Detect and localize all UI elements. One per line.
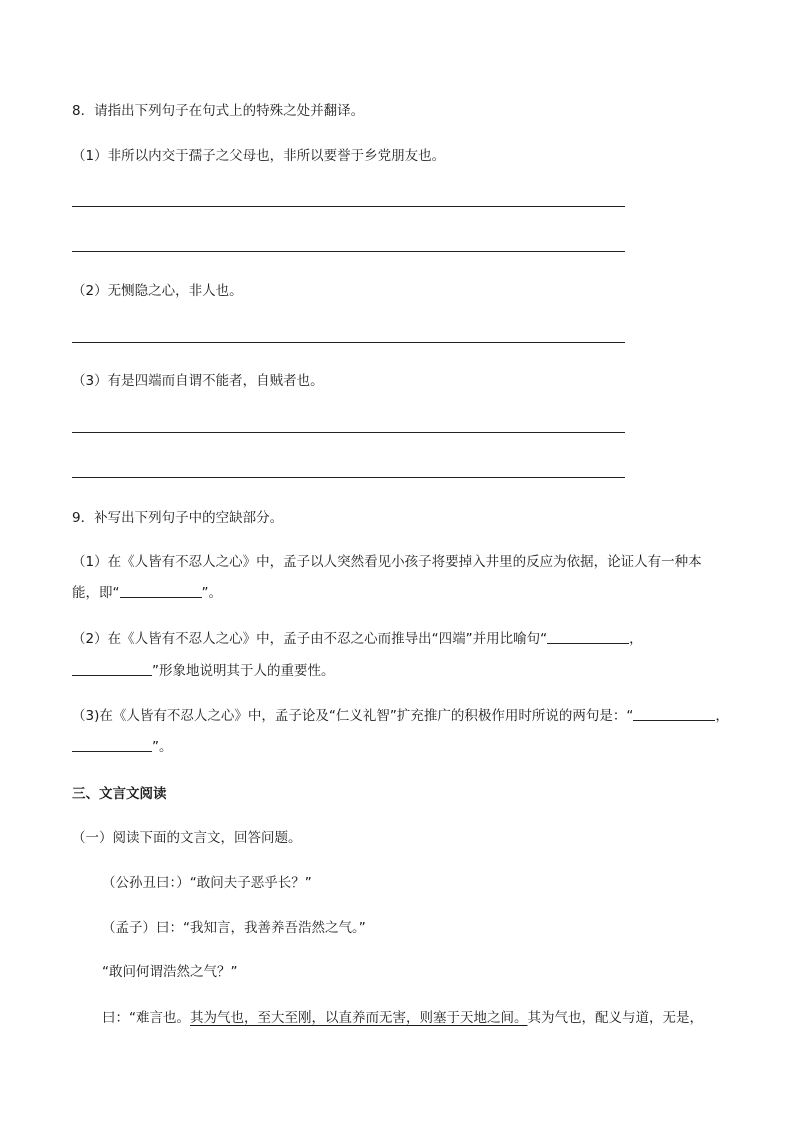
text: ， xyxy=(715,708,729,724)
section-heading: 三、文言文阅读 xyxy=(72,786,167,802)
text: ”形象地说明其于人的重要性。 xyxy=(152,663,335,679)
text: 能，即“ xyxy=(72,585,120,601)
question-8-title: 8．请指出下列句子在句式上的特殊之处并翻译。 xyxy=(72,103,365,119)
fill-blank[interactable] xyxy=(547,629,629,644)
fill-blank[interactable] xyxy=(120,583,202,598)
answer-line[interactable] xyxy=(72,342,625,343)
question-8-item-3: （3）有是四端而自谓不能者，自贼者也。 xyxy=(72,373,324,389)
question-9-item-1-line-2 xyxy=(72,583,222,603)
question-9-item-3-line-1 xyxy=(72,706,729,726)
question-9-item-3-line-2 xyxy=(72,737,173,757)
question-9-item-2-line-2 xyxy=(72,661,335,681)
fill-blank[interactable] xyxy=(72,737,152,752)
passage-paragraph-3: “敢问何谓浩然之气？” xyxy=(102,964,238,980)
answer-line[interactable] xyxy=(72,251,625,252)
question-9-item-2-line-1 xyxy=(72,629,643,649)
passage-paragraph-2: （孟子）曰：“我知言，我善养吾浩然之气。” xyxy=(102,920,366,936)
text: （3)在《人皆有不忍人之心》中，孟子论及“仁义礼智”扩充推广的积极作用时所说的两句是：“ xyxy=(72,708,634,724)
text: ”。 xyxy=(201,585,222,601)
passage-paragraph-1: （公孙丑曰：）“敢问夫子恶乎长？” xyxy=(102,875,312,891)
text: 其为气也，配义与道，无是， xyxy=(527,1010,703,1026)
text: ”。 xyxy=(152,739,173,755)
question-9-title: 9．补写出下列句子中的空缺部分。 xyxy=(72,510,284,526)
underlined-sentence: 其为气也，至大至刚，以直养而无害，则塞于天地之间。 xyxy=(190,1010,528,1026)
answer-line[interactable] xyxy=(72,477,625,478)
text: （2）在《人皆有不忍人之心》中，孟子由不忍之心而推导出“四端”并用比喻句“ xyxy=(72,631,548,647)
fill-blank[interactable] xyxy=(72,661,152,676)
text: 曰：“难言也。 xyxy=(102,1010,190,1026)
answer-line[interactable] xyxy=(72,432,625,433)
text: ， xyxy=(629,631,643,647)
passage-paragraph-4 xyxy=(102,1008,703,1028)
section-instruction: （一）阅读下面的文言文，回答问题。 xyxy=(72,830,302,846)
question-9-item-1-line-1: （1）在《人皆有不忍人之心》中，孟子以人突然看见小孩子将要掉入井里的反应为依据，论证人有一种本 xyxy=(72,554,702,570)
fill-blank[interactable] xyxy=(633,706,715,721)
question-8-item-1: （1）非所以内交于孺子之父母也，非所以要誉于乡党朋友也。 xyxy=(72,148,446,164)
answer-line[interactable] xyxy=(72,206,625,207)
question-8-item-2: （2）无恻隐之心，非人也。 xyxy=(72,283,243,299)
